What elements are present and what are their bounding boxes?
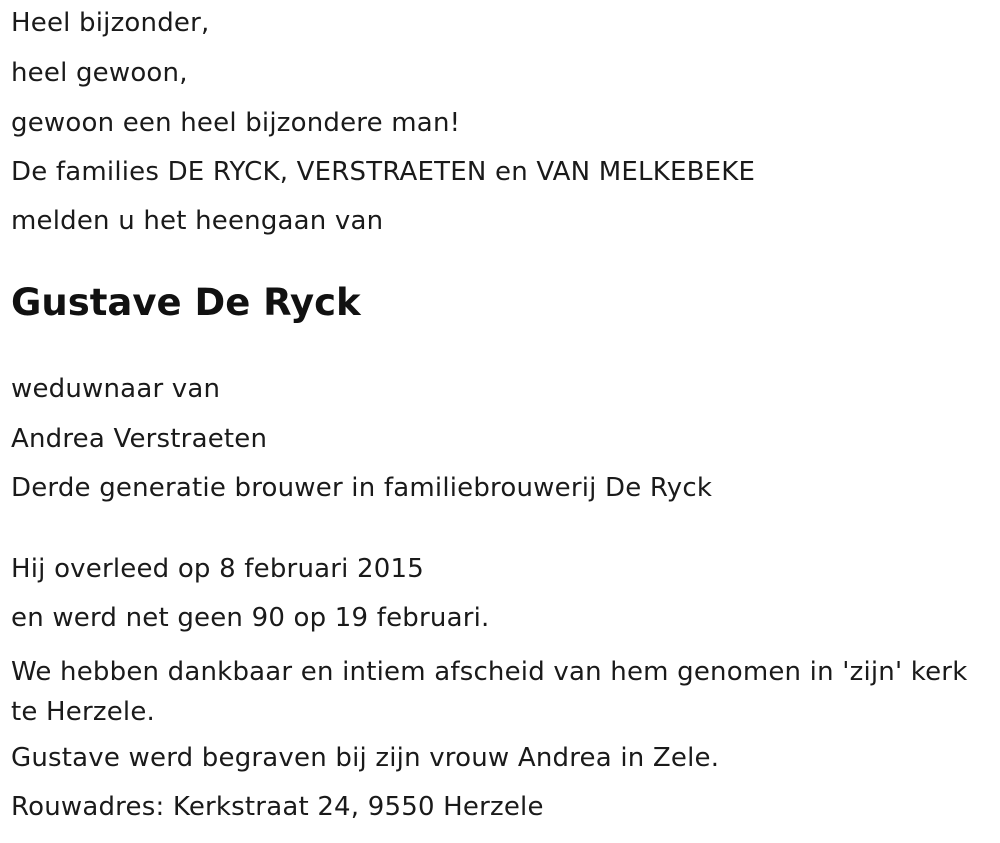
- intro-line: Heel bijzonder,: [11, 8, 210, 38]
- families-line: De families DE RYCK, VERSTRAETEN en VAN MELKEBEKE: [11, 157, 756, 187]
- relation-line: weduwnaar van: [11, 374, 221, 404]
- deceased-name: Gustave De Ryck: [11, 281, 361, 324]
- intro-line: gewoon een heel bijzondere man!: [11, 108, 461, 138]
- death-date-line: Hij overleed op 8 februari 2015: [11, 554, 425, 584]
- spouse-name: Andrea Verstraeten: [11, 424, 268, 454]
- announcement-line: melden u het heengaan van: [11, 206, 384, 236]
- mourning-address: Rouwadres: Kerkstraat 24, 9550 Herzele: [11, 792, 544, 822]
- occupation-line: Derde generatie brouwer in familiebrouwerij De Ryck: [11, 473, 713, 503]
- farewell-line: We hebben dankbaar en intiem afscheid van hem genomen in 'zijn' kerk te Herzele.: [11, 657, 968, 727]
- age-line: en werd net geen 90 op 19 februari.: [11, 603, 490, 633]
- burial-line: Gustave werd begraven bij zijn vrouw Andrea in Zele.: [11, 743, 720, 773]
- intro-line: heel gewoon,: [11, 58, 188, 88]
